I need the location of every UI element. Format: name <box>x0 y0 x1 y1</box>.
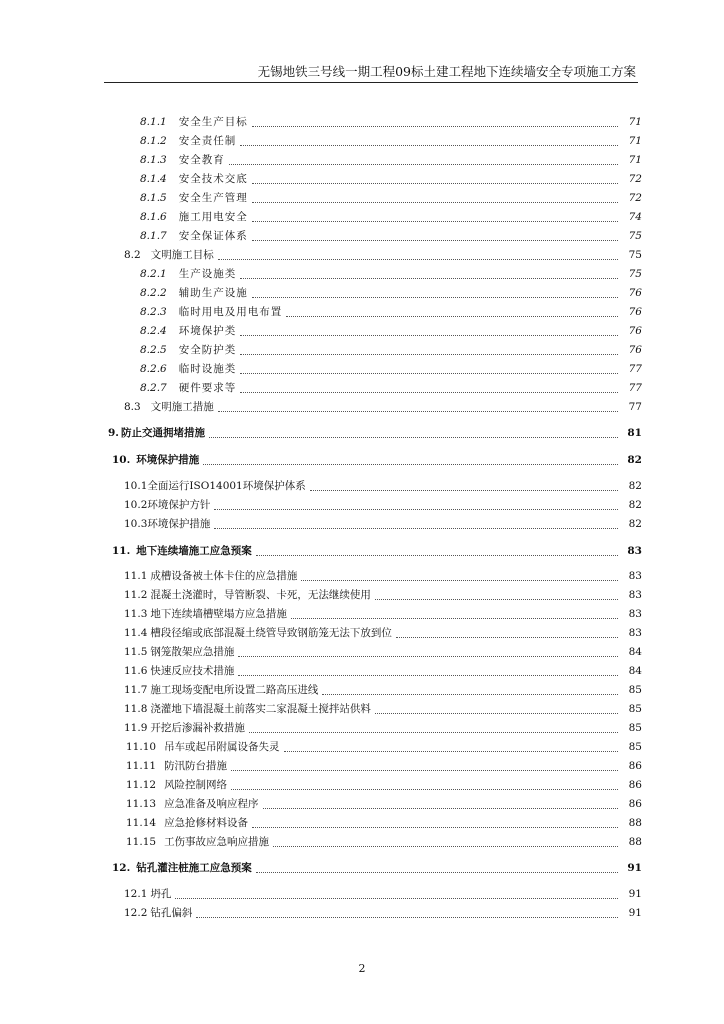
toc-page: 77 <box>628 401 642 413</box>
leader-dots <box>286 315 618 317</box>
toc-number: 8.1.7 <box>140 230 167 242</box>
toc-page: 76 <box>628 287 642 299</box>
leader-dots <box>284 750 618 752</box>
leader-dots <box>396 636 618 638</box>
toc-number: 11.1 <box>124 570 148 582</box>
toc-text: 地下连续墙槽壁塌方应急措施 <box>150 608 287 620</box>
toc-entry-11-4[interactable] <box>0 624 724 642</box>
toc-entry-8-1-6[interactable] <box>0 208 724 226</box>
leader-dots <box>214 527 618 529</box>
toc-number: 11.10 <box>126 741 157 753</box>
toc-number: 8.1.5 <box>140 192 167 204</box>
leader-dots <box>375 712 618 714</box>
toc-text: 钻孔偏斜 <box>150 907 193 919</box>
leader-dots <box>252 220 618 222</box>
leader-dots <box>231 769 618 771</box>
toc-entry-8-3[interactable] <box>0 398 724 416</box>
toc-text: 安全教育 <box>178 154 225 166</box>
toc-text: 风险控制网络 <box>164 779 228 791</box>
toc-number: 11.5 <box>124 646 148 658</box>
toc-number: 11.14 <box>126 817 157 829</box>
toc-text: 环境保护措施 <box>147 518 211 530</box>
toc-text: 辅助生产设施 <box>178 287 248 299</box>
toc-number: 8.2.1 <box>140 268 167 280</box>
toc-entry-12-1[interactable] <box>0 885 724 903</box>
toc-entry-8-2-1[interactable] <box>0 265 724 283</box>
toc-page: 82 <box>627 454 642 466</box>
toc-entry-10-2[interactable] <box>0 496 724 514</box>
toc-entry-11-9[interactable] <box>0 719 724 737</box>
toc-number: 11.3 <box>124 608 148 620</box>
toc-number: 9. <box>108 427 119 439</box>
toc-text: 快速反应技术措施 <box>150 665 235 677</box>
toc-entry-11-3[interactable] <box>0 605 724 623</box>
leader-dots <box>240 277 618 279</box>
leader-dots <box>375 598 618 600</box>
toc-text: 坍孔 <box>150 888 172 900</box>
toc-page: 71 <box>628 154 642 166</box>
toc-text: 硬件要求等 <box>178 382 237 394</box>
leader-dots <box>273 845 618 847</box>
leader-dots <box>238 655 618 657</box>
toc-page: 83 <box>628 570 642 582</box>
toc-entry-8-1-7[interactable] <box>0 227 724 245</box>
toc-number: 8.2 <box>124 249 141 261</box>
page-number: 2 <box>358 962 366 975</box>
toc-page: 86 <box>628 798 642 810</box>
toc-entry-11-10[interactable] <box>0 738 724 756</box>
leader-dots <box>263 807 618 809</box>
toc-number: 11.12 <box>126 779 157 791</box>
toc-entry-11-5[interactable] <box>0 643 724 661</box>
leader-dots <box>240 391 618 393</box>
toc-page: 76 <box>628 325 642 337</box>
leader-dots <box>209 436 618 438</box>
toc-page: 82 <box>628 518 642 530</box>
toc-entry-11-8[interactable] <box>0 700 724 718</box>
toc-text: 成槽设备被土体卡住的应急措施 <box>150 570 298 582</box>
toc-number: 11.4 <box>124 627 148 639</box>
toc-text: 混凝土浇灌时，导管断裂、卡死，无法继续使用 <box>150 589 371 601</box>
toc-text: 文明施工措施 <box>150 401 214 413</box>
toc-entry-11[interactable] <box>0 542 724 560</box>
toc-text: 安全生产管理 <box>178 192 248 204</box>
toc-entry-11-14[interactable] <box>0 814 724 832</box>
toc-page: 82 <box>628 499 642 511</box>
leader-dots <box>322 693 618 695</box>
toc-page: 75 <box>628 268 642 280</box>
leader-dots <box>229 163 618 165</box>
toc-entry-10-1[interactable] <box>0 477 724 495</box>
leader-dots <box>218 410 618 412</box>
toc-number: 8.3 <box>124 401 141 413</box>
toc-page: 76 <box>628 306 642 318</box>
toc-text: 施工用电安全 <box>178 211 248 223</box>
toc-text: 防汛防台措施 <box>164 760 228 772</box>
leader-dots <box>252 296 618 298</box>
toc-page: 84 <box>628 646 642 658</box>
toc-number: 8.2.6 <box>140 363 167 375</box>
toc-entry-10[interactable] <box>0 451 724 469</box>
toc-page: 71 <box>628 116 642 128</box>
leader-dots <box>240 353 618 355</box>
toc-page: 76 <box>628 344 642 356</box>
toc-entry-8-1-3[interactable] <box>0 151 724 169</box>
leader-dots <box>301 579 618 581</box>
leader-dots <box>256 871 618 873</box>
toc-text: 文明施工目标 <box>150 249 214 261</box>
toc-page: 81 <box>627 427 642 439</box>
toc-text: 环境保护类 <box>178 325 237 337</box>
toc-number: 8.2.7 <box>140 382 167 394</box>
leader-dots <box>310 489 618 491</box>
toc-page: 83 <box>628 589 642 601</box>
toc-page: 75 <box>628 230 642 242</box>
toc-number: 10.2 <box>124 499 148 511</box>
toc-number: 8.2.4 <box>140 325 167 337</box>
toc-number: 8.1.3 <box>140 154 167 166</box>
leader-dots <box>203 463 618 465</box>
toc-text: 工伤事故应急响应措施 <box>164 836 270 848</box>
toc-number: 12.2 <box>124 907 148 919</box>
toc-entry-8-1-1[interactable] <box>0 113 724 131</box>
toc-entry-8-1-2[interactable] <box>0 132 724 150</box>
toc-page: 84 <box>628 665 642 677</box>
toc-page: 85 <box>628 684 642 696</box>
toc-page: 91 <box>627 862 642 874</box>
toc-text: 浇灌地下墙混凝土前落实二家混凝土搅拌站供料 <box>150 703 371 715</box>
toc-number: 11. <box>112 545 131 557</box>
toc-number: 11.9 <box>124 722 148 734</box>
toc-entry-8-2-7[interactable] <box>0 379 724 397</box>
toc-page: 85 <box>628 703 642 715</box>
toc-text: 安全生产目标 <box>178 116 248 128</box>
leader-dots <box>240 334 618 336</box>
toc-entry-11-7[interactable] <box>0 681 724 699</box>
toc-number: 11.6 <box>124 665 148 677</box>
toc-number: 8.1.6 <box>140 211 167 223</box>
leader-dots <box>218 258 618 260</box>
leader-dots <box>252 125 618 127</box>
toc-page: 72 <box>628 192 642 204</box>
leader-dots <box>249 731 618 733</box>
toc-entry-9[interactable] <box>0 424 724 442</box>
leader-dots <box>240 372 618 374</box>
toc-page: 86 <box>628 760 642 772</box>
toc-number: 8.1.2 <box>140 135 167 147</box>
leader-dots <box>291 617 618 619</box>
toc-entry-10-3[interactable] <box>0 515 724 533</box>
toc-text: 槽段径缩或底部混凝土绕管导致钢筋笼无法下放到位 <box>150 627 392 639</box>
toc-number: 8.1.4 <box>140 173 167 185</box>
toc-entry-8-2-6[interactable] <box>0 360 724 378</box>
toc-text: 施工现场变配电所设置二路高压进线 <box>150 684 319 696</box>
toc-number: 11.2 <box>124 589 148 601</box>
toc-page: 83 <box>627 545 642 557</box>
toc-entry-8-2-3[interactable] <box>0 303 724 321</box>
toc-text: 地下连续墙施工应急预案 <box>136 545 252 557</box>
toc-number: 11.7 <box>124 684 148 696</box>
toc-page: 85 <box>628 722 642 734</box>
toc-number: 12. <box>112 862 131 874</box>
leader-dots <box>252 182 618 184</box>
toc-number: 10.3 <box>124 518 148 530</box>
toc-page: 82 <box>628 480 642 492</box>
toc-entry-8-2[interactable] <box>0 246 724 264</box>
toc-entry-11-1[interactable] <box>0 567 724 585</box>
toc-page: 83 <box>628 608 642 620</box>
toc-text: 应急准备及响应程序 <box>164 798 259 810</box>
toc-page: 83 <box>628 627 642 639</box>
toc-entry-11-2[interactable] <box>0 586 724 604</box>
toc-text: 全面运行ISO14001环境保护体系 <box>147 480 306 492</box>
toc-page: 91 <box>628 888 642 900</box>
page-header <box>104 64 638 83</box>
toc-number: 10. <box>112 454 131 466</box>
toc-text: 临时用电及用电布置 <box>178 306 283 318</box>
toc-entry-11-12[interactable] <box>0 776 724 794</box>
toc-text: 开挖后渗漏补救措施 <box>150 722 245 734</box>
toc-text: 防止交通拥堵措施 <box>120 427 205 439</box>
toc-page: 86 <box>628 779 642 791</box>
toc-entry-12[interactable] <box>0 859 724 877</box>
leader-dots <box>240 144 618 146</box>
leader-dots <box>252 826 618 828</box>
toc-number: 11.15 <box>126 836 157 848</box>
toc-text: 钢笼散架应急措施 <box>150 646 235 658</box>
toc-text: 生产设施类 <box>178 268 237 280</box>
toc-entry-11-15[interactable] <box>0 833 724 851</box>
toc-text: 安全责任制 <box>178 135 237 147</box>
toc-entry-12-2[interactable] <box>0 904 724 922</box>
toc-text: 钻孔灌注桩施工应急预案 <box>136 862 252 874</box>
toc-entry-11-13[interactable] <box>0 795 724 813</box>
leader-dots <box>238 674 618 676</box>
toc-page: 85 <box>628 741 642 753</box>
toc-page: 77 <box>628 363 642 375</box>
toc-text: 环境保护措施 <box>136 454 200 466</box>
toc-number: 11.11 <box>126 760 157 772</box>
toc-text: 吊车或起吊附属设备失灵 <box>164 741 280 753</box>
leader-dots <box>214 508 618 510</box>
toc-page: 74 <box>628 211 642 223</box>
leader-dots <box>252 201 618 203</box>
toc-entry-11-11[interactable] <box>0 757 724 775</box>
toc-entry-8-2-4[interactable] <box>0 322 724 340</box>
toc-text: 安全防护类 <box>178 344 237 356</box>
toc-entry-11-6[interactable] <box>0 662 724 680</box>
toc-number: 10.1 <box>124 480 148 492</box>
leader-dots <box>256 554 618 556</box>
toc-number: 8.1.1 <box>140 116 167 128</box>
toc-number: 8.2.3 <box>140 306 167 318</box>
toc-page: 88 <box>628 836 642 848</box>
leader-dots <box>231 788 618 790</box>
toc-page: 88 <box>628 817 642 829</box>
toc-text: 应急抢修材料设备 <box>164 817 249 829</box>
toc-entry-8-1-4[interactable] <box>0 170 724 188</box>
leader-dots <box>196 916 618 918</box>
toc-number: 8.2.2 <box>140 287 167 299</box>
toc-text: 环境保护方针 <box>147 499 211 511</box>
document-title: 无锡地铁三号线一期工程09标土建工程地下连续墙安全专项施工方案 <box>257 64 636 79</box>
toc-entry-8-2-2[interactable] <box>0 284 724 302</box>
toc-entry-8-2-5[interactable] <box>0 341 724 359</box>
toc-page: 75 <box>628 249 642 261</box>
toc-page: 71 <box>628 135 642 147</box>
toc-page: 72 <box>628 173 642 185</box>
toc-page: 77 <box>628 382 642 394</box>
toc-number: 11.8 <box>124 703 148 715</box>
toc-number: 8.2.5 <box>140 344 167 356</box>
toc-number: 11.13 <box>126 798 157 810</box>
toc-entry-8-1-5[interactable] <box>0 189 724 207</box>
toc-number: 12.1 <box>124 888 148 900</box>
toc-text: 安全技术交底 <box>178 173 248 185</box>
toc-page: 91 <box>628 907 642 919</box>
toc-text: 安全保证体系 <box>178 230 248 242</box>
leader-dots <box>252 239 618 241</box>
leader-dots <box>175 897 618 899</box>
toc-text: 临时设施类 <box>178 363 237 375</box>
